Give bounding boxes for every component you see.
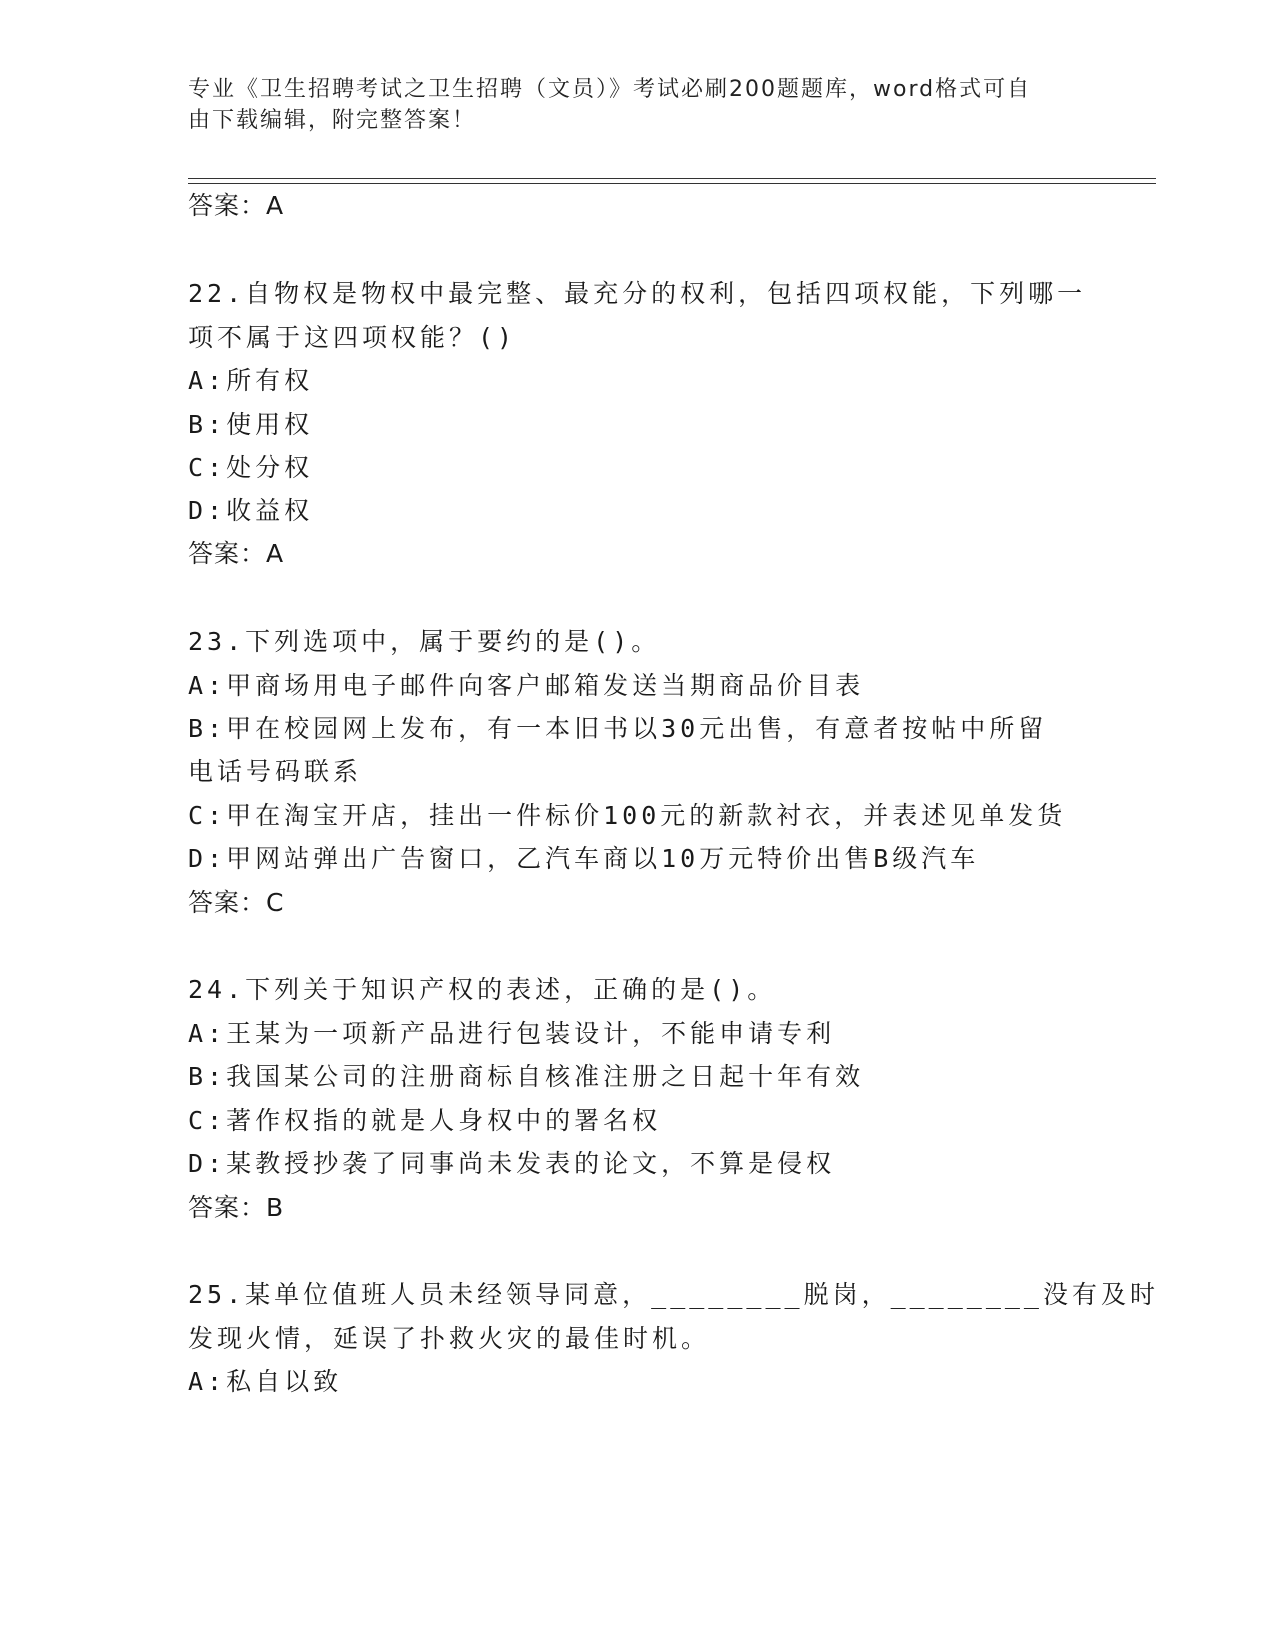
header-rule-bottom <box>188 183 1156 184</box>
question-24-option-c: C:著作权指的就是人身权中的署名权 <box>188 1106 662 1135</box>
header-line-2: 由下载编辑，附完整答案！ <box>188 108 477 133</box>
question-22-stem-line-2: 项不属于这四项权能？() <box>188 323 517 352</box>
question-22-option-d: D:收益权 <box>188 496 314 525</box>
question-23-stem: 23.下列选项中，属于要约的是()。 <box>188 627 661 656</box>
document-header <box>188 74 1068 136</box>
question-22-option-b: B:使用权 <box>188 410 314 439</box>
question-23-option-b-line-1: B:甲在校园网上发布，有一本旧书以30元出售，有意者按帖中所留 <box>188 714 1048 743</box>
header-rule-top <box>188 178 1156 179</box>
question-22-option-a: A:所有权 <box>188 366 314 395</box>
question-24-answer: 答案：B <box>188 1193 285 1222</box>
question-24-option-d: D:某教授抄袭了同事尚未发表的论文，不算是侵权 <box>188 1149 836 1178</box>
previous-answer: 答案：A <box>188 191 285 220</box>
question-22-stem-line-1: 22.自物权是物权中最完整、最充分的权利，包括四项权能，下列哪一 <box>188 279 1087 308</box>
question-24-stem: 24.下列关于知识产权的表述，正确的是()。 <box>188 975 777 1004</box>
question-23-option-a: A:甲商场用电子邮件向客户邮箱发送当期商品价目表 <box>188 671 865 700</box>
header-line-1: 专业《卫生招聘考试之卫生招聘（文员）》考试必刷200题题库，word格式可自 <box>188 77 1032 102</box>
question-22-option-c: C:处分权 <box>188 453 314 482</box>
question-22-answer: 答案：A <box>188 539 285 568</box>
question-23-option-d: D:甲网站弹出广告窗口，乙汽车商以10万元特价出售B级汽车 <box>188 844 980 873</box>
question-25-stem-line-1: 25.某单位值班人员未经领导同意，________脱岗，________没有及时 <box>188 1280 1159 1309</box>
question-25-option-a: A:私自以致 <box>188 1367 343 1396</box>
question-23-option-b-line-2: 电话号码联系 <box>188 757 363 786</box>
question-24-option-a: A:王某为一项新产品进行包装设计，不能申请专利 <box>188 1019 836 1048</box>
question-25-stem-line-2: 发现火情，延误了扑救火灾的最佳时机。 <box>188 1324 711 1353</box>
question-24-option-b: B:我国某公司的注册商标自核准注册之日起十年有效 <box>188 1062 865 1091</box>
question-23-answer: 答案：C <box>188 888 285 917</box>
question-23-option-c: C:甲在淘宝开店，挂出一件标价100元的新款衬衣，并表述见单发货 <box>188 801 1067 830</box>
